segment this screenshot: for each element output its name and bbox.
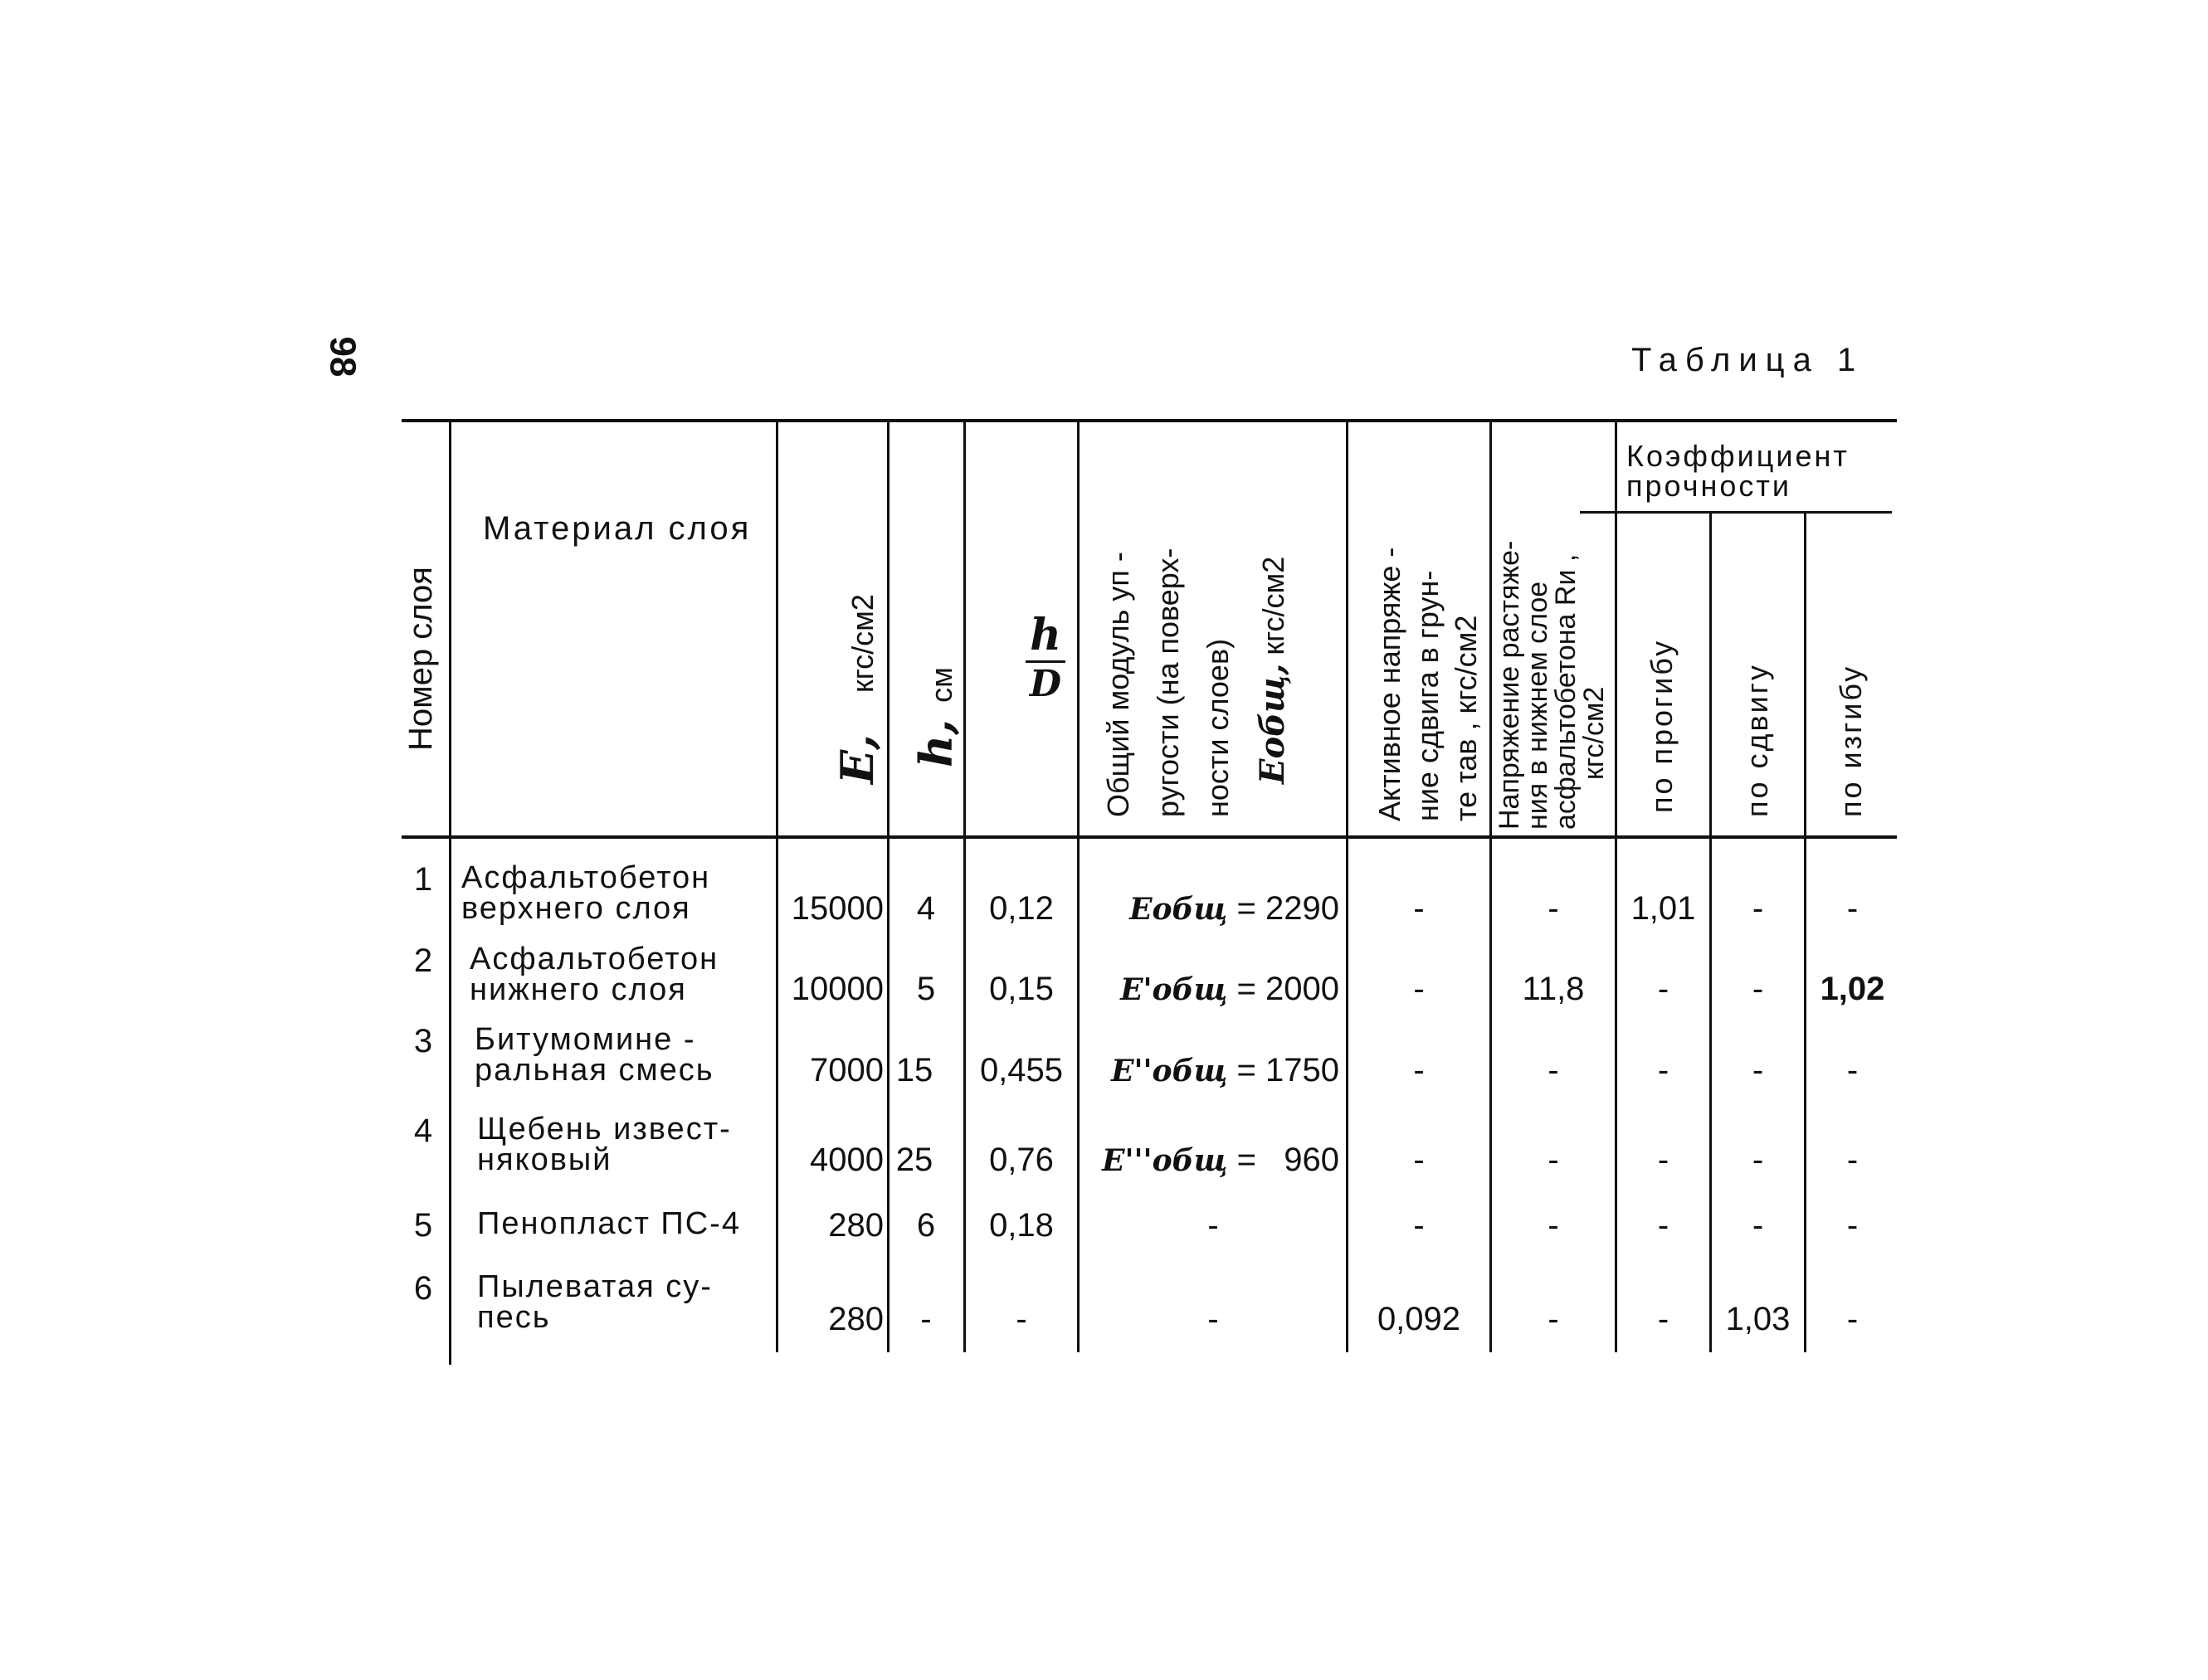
row3-modulus-symbol: E''общ bbox=[1111, 1054, 1228, 1088]
header-h bbox=[909, 667, 963, 767]
header-e bbox=[831, 594, 884, 784]
row5-no: 5 bbox=[413, 1207, 433, 1244]
row6-h: - bbox=[920, 1301, 932, 1337]
row1-bending: - bbox=[1846, 890, 1859, 927]
strength-group-rule bbox=[1580, 511, 1892, 514]
row2-deflection: - bbox=[1657, 971, 1669, 1007]
row6-e: 280 bbox=[828, 1301, 884, 1337]
header-bottom-rule bbox=[402, 835, 1897, 839]
row1-material-line1: Асфальтобетон bbox=[461, 860, 711, 895]
row3-h: 15 bbox=[895, 1052, 933, 1088]
row6-tension: - bbox=[1548, 1301, 1559, 1337]
row4-hd: 0,76 bbox=[989, 1142, 1054, 1178]
row1-material-line2: верхнего слоя bbox=[461, 891, 691, 926]
row3-tension: - bbox=[1548, 1052, 1559, 1088]
row3-material-line1: Битумомине - bbox=[475, 1022, 696, 1057]
row3-modulus-value: = 1750 bbox=[1236, 1052, 1339, 1088]
col-divider-2 bbox=[776, 419, 778, 1352]
header-total-modulus-line1: Общий модуль уп - bbox=[1101, 552, 1135, 817]
row4-bending: - bbox=[1846, 1142, 1859, 1178]
row1-e: 15000 bbox=[791, 890, 884, 927]
row3-bending: - bbox=[1846, 1052, 1859, 1088]
row6-modulus: - bbox=[1207, 1301, 1219, 1337]
row2-material-line1: Асфальтобетон bbox=[470, 942, 719, 976]
row6-material-line1: Пылеватая су- bbox=[477, 1269, 713, 1304]
row5-e: 280 bbox=[828, 1207, 884, 1244]
row2-tension: 11,8 bbox=[1522, 971, 1585, 1007]
header-strength-line2: прочности bbox=[1626, 469, 1792, 503]
row1-modulus-symbol: Eобщ bbox=[1129, 892, 1228, 927]
col-divider-5 bbox=[1077, 419, 1080, 1352]
row2-modulus bbox=[1080, 972, 1339, 1006]
row3-hd: 0,455 bbox=[979, 1052, 1064, 1088]
row5-shear: - bbox=[1413, 1207, 1425, 1244]
row2-no: 2 bbox=[413, 942, 433, 979]
row6-shear: 0,092 bbox=[1377, 1301, 1461, 1337]
header-shear-line1: Активное напряже - bbox=[1372, 547, 1406, 821]
header-bending: по изгибу bbox=[1834, 664, 1868, 817]
row4-shear: - bbox=[1413, 1142, 1425, 1178]
row4-modulus-value: = 960 bbox=[1236, 1142, 1339, 1178]
row3-shift: - bbox=[1752, 1052, 1764, 1088]
row4-e: 4000 bbox=[810, 1142, 884, 1178]
row1-no: 1 bbox=[413, 861, 433, 898]
row2-bending: 1,02 bbox=[1820, 971, 1885, 1007]
row5-tension: - bbox=[1548, 1207, 1559, 1244]
row1-shift: - bbox=[1752, 890, 1764, 927]
row6-no: 6 bbox=[413, 1270, 433, 1307]
row3-modulus bbox=[1080, 1054, 1339, 1088]
row2-material-line2: нижнего слоя bbox=[470, 972, 687, 1007]
header-shear-line3: те τав , кгс/см2 bbox=[1449, 615, 1483, 821]
header-hd bbox=[1016, 610, 1075, 705]
row1-h: 4 bbox=[916, 890, 936, 927]
row3-material-line2: ральная смесь bbox=[475, 1053, 714, 1088]
header-total-modulus bbox=[1099, 548, 1293, 817]
header-tension-line1: Напряжение растяже- bbox=[1494, 540, 1525, 830]
col-divider-1 bbox=[449, 419, 451, 1365]
header-h-unit: см bbox=[924, 667, 958, 703]
row1-tension: - bbox=[1548, 890, 1559, 927]
row4-modulus bbox=[1080, 1143, 1339, 1177]
row4-material-line1: Щебень извест- bbox=[477, 1112, 732, 1147]
header-hd-d: D bbox=[1029, 663, 1062, 705]
header-deflection: по прогибу bbox=[1645, 638, 1679, 813]
header-h-symbol: h, bbox=[909, 718, 963, 767]
row3-no: 3 bbox=[413, 1023, 433, 1059]
row3-shear: - bbox=[1413, 1052, 1425, 1088]
row3-e: 7000 bbox=[810, 1052, 884, 1088]
header-hd-h: h bbox=[1030, 610, 1061, 660]
row4-tension: - bbox=[1548, 1142, 1559, 1178]
row1-shear: - bbox=[1413, 890, 1425, 927]
header-total-modulus-line3: ности слоев) bbox=[1201, 638, 1235, 817]
table-caption: Таблица 1 bbox=[1631, 342, 1864, 378]
row1-deflection: 1,01 bbox=[1630, 890, 1696, 927]
row1-modulus bbox=[1080, 892, 1339, 926]
table-top-rule bbox=[402, 419, 1897, 422]
row6-hd: - bbox=[1016, 1301, 1027, 1337]
row3-deflection: - bbox=[1657, 1052, 1669, 1088]
header-material: Материал слоя bbox=[483, 510, 752, 547]
row2-modulus-value: = 2000 bbox=[1236, 971, 1339, 1007]
row6-deflection: - bbox=[1657, 1301, 1669, 1337]
row2-shift: - bbox=[1752, 971, 1764, 1007]
row1-modulus-value: = 2290 bbox=[1236, 890, 1339, 927]
header-shear-line2: ние сдвига в грун- bbox=[1411, 570, 1445, 821]
row2-hd: 0,15 bbox=[989, 971, 1054, 1007]
header-strength-group bbox=[1626, 441, 1850, 501]
row6-bending: - bbox=[1846, 1301, 1859, 1337]
header-tension-stress bbox=[1495, 541, 1608, 830]
row2-h: 5 bbox=[916, 971, 936, 1007]
row5-bending: - bbox=[1846, 1207, 1859, 1244]
row5-deflection: - bbox=[1657, 1207, 1669, 1244]
header-tension-line4: кгс/см2 bbox=[1578, 686, 1610, 780]
row6-material-line2: песь bbox=[477, 1300, 551, 1335]
row4-deflection: - bbox=[1657, 1142, 1669, 1178]
row4-shift: - bbox=[1752, 1142, 1764, 1178]
row5-h: 6 bbox=[916, 1207, 936, 1244]
row5-shift: - bbox=[1752, 1207, 1764, 1244]
row4-no: 4 bbox=[413, 1113, 433, 1149]
header-strength-line1: Коэффициент bbox=[1626, 439, 1850, 473]
header-tension-line3: асфальтобетона Rи , bbox=[1550, 553, 1582, 830]
row5-modulus: - bbox=[1207, 1207, 1219, 1244]
header-total-modulus-line2: ругости (на поверх- bbox=[1151, 548, 1185, 817]
header-tension-line2: ния в нижнем слое bbox=[1522, 581, 1553, 830]
page-number: 98 bbox=[322, 336, 363, 377]
header-total-modulus-symbol: Eобщ, bbox=[1253, 663, 1292, 784]
row1-hd: 0,12 bbox=[989, 890, 1054, 927]
header-shear-stress bbox=[1371, 548, 1485, 821]
row5-material-line1: Пенопласт ПС-4 bbox=[477, 1206, 741, 1241]
header-total-modulus-unit: кгс/см2 bbox=[1256, 556, 1290, 655]
header-shift: по сдвигу bbox=[1740, 663, 1774, 817]
row4-material-line2: няковый bbox=[477, 1142, 612, 1177]
header-layer-no: Номер слоя bbox=[402, 567, 439, 751]
row2-e: 10000 bbox=[791, 971, 884, 1007]
header-e-symbol: E, bbox=[831, 734, 884, 784]
row5-hd: 0,18 bbox=[989, 1207, 1054, 1244]
row6-shift: 1,03 bbox=[1725, 1301, 1791, 1337]
row2-modulus-symbol: E'общ bbox=[1120, 972, 1228, 1007]
header-e-unit: кгс/см2 bbox=[846, 594, 880, 694]
row4-modulus-symbol: E'''общ bbox=[1102, 1143, 1228, 1178]
row2-shear: - bbox=[1413, 971, 1425, 1007]
row4-h: 25 bbox=[895, 1142, 933, 1178]
